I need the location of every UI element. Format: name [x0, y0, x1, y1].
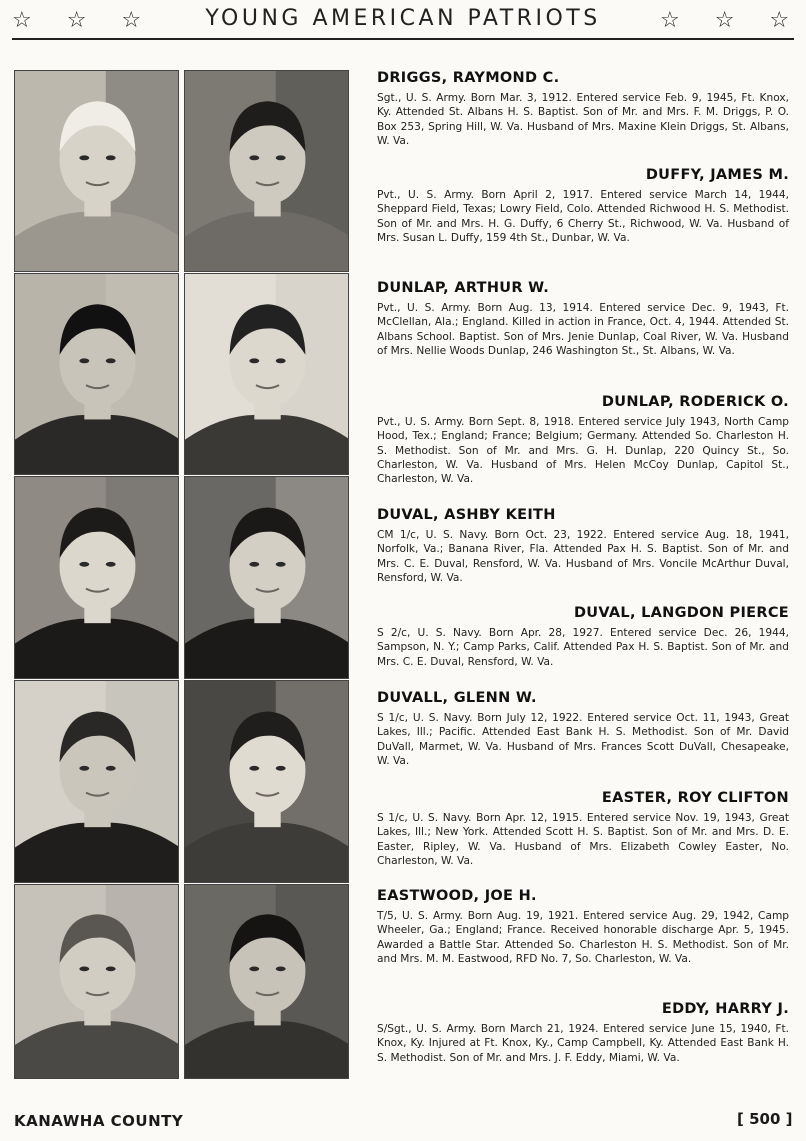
entry-easter: [377, 790, 789, 868]
portrait-photo: [14, 680, 179, 883]
entry-eddy: [377, 1001, 789, 1065]
entry-duvall-glenn: [377, 690, 789, 768]
portrait-photo: [184, 273, 349, 475]
entry-bio: T/5, U. S. Army. Born Aug. 19, 1921. Entered service Aug. 29, 1942, Camp Wheeler, Ga.; England; France. Received honorable discharge Apr. 5, 1945. Awarded a Battle Star. Attended So. Charleston H. S. Methodist. Son of Mr. and Mrs. M. M. Eastwood, RFD No. 7, So. Charleston, W. Va.: [377, 910, 789, 965]
footer-page-number: [ 500 ]: [737, 1110, 793, 1128]
entry-bio: Sgt., U. S. Army. Born Mar. 3, 1912. Entered service Feb. 9, 1945, Ft. Knox, Ky. Attended St. Albans H. S. Baptist. Son of Mr. and Mrs. F. M. Driggs, P. O. Box 253, Spring Hill, W. Va. Husband of Mrs. Maxine Klein Driggs, St. Albans, W. Va.: [377, 92, 789, 147]
portrait-photo: [184, 680, 349, 883]
entry-name: DUVAL, ASHBY KEITH: [377, 507, 556, 523]
portrait-photo: [14, 476, 179, 679]
entry-name: DUFFY, JAMES M.: [645, 167, 789, 183]
footer-county: KANAWHA COUNTY: [14, 1112, 184, 1130]
entry-name: EASTWOOD, JOE H.: [377, 888, 537, 904]
entry-bio: Pvt., U. S. Army. Born April 2, 1917. Entered service March 14, 1944, Sheppard Field, Texas; Lowry Field, Colo. Attended Richwood H. S. Methodist. Son of Mr. and Mrs. H. G. Duffy, 6 Cherry St., Richwood, W. Va. Husband of Mrs. Susan L. Duffy, 159 4th St., Dunbar, W. Va.: [377, 189, 789, 244]
entry-eastwood: [377, 888, 789, 966]
entry-name: DUNLAP, RODERICK O.: [601, 394, 789, 410]
portrait-photo: [184, 70, 349, 272]
portrait-photo: [14, 273, 179, 475]
header-rule: [12, 38, 794, 40]
stars-left-icon: ☆ ☆ ☆: [12, 8, 156, 33]
entry-duval-langdon: [377, 605, 789, 669]
entry-bio: S 1/c, U. S. Navy. Born Apr. 12, 1915. Entered service Nov. 19, 1943, Great Lakes, Ill.; New York. Attended Scott H. S. Baptist. Son of Mr. and Mrs. D. E. Easter, Ripley, W. Va. Husband of Mrs. Elizabeth Cowley Easter, No. Charleston, W. Va.: [377, 812, 789, 867]
entry-bio: Pvt., U. S. Army. Born Aug. 13, 1914. Entered service Dec. 9, 1943, Ft. McClellan, Ala.; England. Killed in action in France, Oct. 4, 1944. Attended St. Albans School. Baptist. Son of Mrs. Jenie Dunlap, Coal River, W. Va. Husband of Mrs. Nellie Woods Dunlap, 246 Washington St., St. Albans, W. Va.: [377, 302, 789, 357]
page-title: YOUNG AMERICAN PATRIOTS: [205, 6, 601, 31]
entry-name: DUVALL, GLENN W.: [377, 690, 537, 706]
stars-right-icon: ☆ ☆ ☆: [660, 8, 804, 33]
portrait-photo: [184, 884, 349, 1079]
entry-dunlap-arthur: [377, 280, 789, 358]
entry-name: EDDY, HARRY J.: [661, 1001, 789, 1017]
entry-name: DUNLAP, ARTHUR W.: [377, 280, 550, 296]
entry-bio: S 2/c, U. S. Navy. Born Apr. 28, 1927. Entered service Dec. 26, 1944, Sampson, N. Y.; Camp Parks, Calif. Attended Pax H. S. Baptist. Son of Mr. and Mrs. C. E. Duval, Rensford, W. Va.: [377, 627, 789, 668]
entry-dunlap-roderick: [377, 394, 789, 486]
entry-name: DRIGGS, RAYMOND C.: [377, 70, 560, 86]
entry-name: DUVAL, LANGDON PIERCE: [573, 605, 789, 621]
portrait-photo: [14, 70, 179, 272]
portrait-photo: [184, 476, 349, 679]
entry-bio: S 1/c, U. S. Navy. Born July 12, 1922. Entered service Oct. 11, 1943, Great Lakes, Ill.; Pacific. Attended East Bank H. S. Methodist. Son of Mr. David DuVall, Marmet, W. Va. Husband of Mrs. Frances Scott DuVall, Chesapeake, W. Va.: [377, 712, 789, 767]
entry-driggs: [377, 70, 789, 148]
entry-duval-ashby: [377, 507, 789, 585]
entry-bio: S/Sgt., U. S. Army. Born March 21, 1924. Entered service June 15, 1940, Ft. Knox, Ky. Injured at Ft. Knox, Ky., Camp Campbell, Ky. Attended East Bank H. S. Methodist. Son of Mr. and Mrs. J. F. Eddy, Miami, W. Va.: [377, 1023, 789, 1064]
entry-bio: Pvt., U. S. Army. Born Sept. 8, 1918. Entered service July 1943, North Camp Hood, Tex.; England; France; Belgium; Germany. Attended So. Charleston H. S. Methodist. Son of Mr. and Mrs. G. H. Dunlap, 220 Quincy St., So. Charleston, W. Va. Husband of Mrs. Helen McCoy Dunlap, Capitol St., Charleston, W. Va.: [377, 416, 789, 486]
page-header: [0, 0, 806, 40]
entry-name: EASTER, ROY CLIFTON: [601, 790, 789, 806]
entry-duffy: [377, 167, 789, 245]
portrait-photo: [14, 884, 179, 1079]
entry-bio: CM 1/c, U. S. Navy. Born Oct. 23, 1922. Entered service Aug. 18, 1941, Norfolk, Va.; Banana River, Fla. Attended Pax H. S. Baptist. Son of Mr. and Mrs. C. E. Duval, Rensford, W. Va. Husband of Mrs. Voncile McArthur Duval, Rensford, W. Va.: [377, 529, 789, 584]
